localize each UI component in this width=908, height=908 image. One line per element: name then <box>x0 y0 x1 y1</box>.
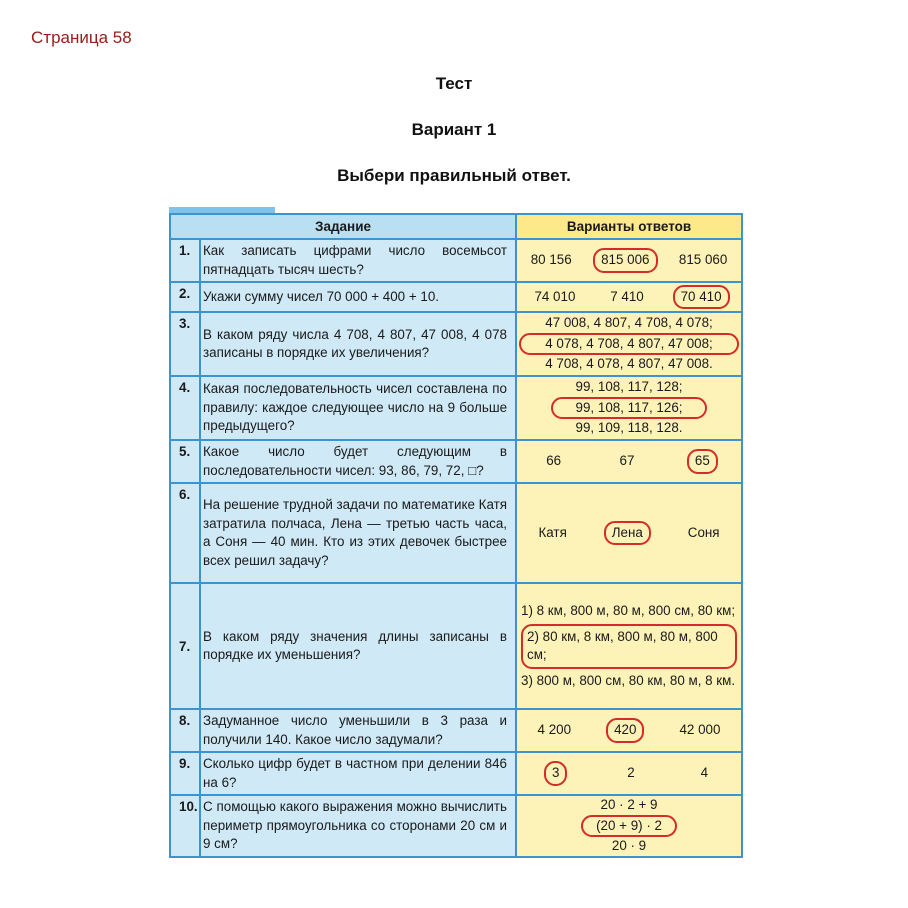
answer-option-correct: 2) 80 км, 8 км, 800 м, 80 м, 800 см; <box>521 624 737 669</box>
question-number: 8. <box>170 709 200 752</box>
answer-options <box>516 709 742 752</box>
instruction-text: Выбери правильный ответ. <box>337 166 571 185</box>
answer-option: 99, 108, 117, 128; <box>575 379 683 395</box>
question-text: На решение трудной задачи по математике Катя затратила полчаса, Лена — третью часть часа, а Соня — 40 мин. Кто из этих девочек быстрее всех решил задачу? <box>200 483 516 583</box>
table-row <box>170 795 742 857</box>
variant-heading: Вариант 1 <box>411 120 497 139</box>
answer-option-correct: (20 + 9) · 2 <box>581 815 677 838</box>
answer-option: 7 410 <box>610 288 644 304</box>
answer-option: Катя <box>538 524 567 540</box>
question-text: Укажи сумму чисел 70 000 + 400 + 10. <box>200 282 516 312</box>
answer-option: 815 060 <box>678 252 728 268</box>
answer-option-correct: 4 078, 4 708, 4 807, 47 008; <box>519 333 739 356</box>
question-number: 5. <box>170 440 200 483</box>
answer-option: 67 <box>619 453 635 469</box>
answer-option: 2 <box>627 765 635 781</box>
test-table <box>169 213 743 858</box>
answer-option: 80 156 <box>530 252 572 268</box>
question-number: 2. <box>170 282 200 312</box>
question-text: В каком ряду значения длины записаны в порядке их уменьшения? <box>200 583 516 709</box>
answer-options <box>516 239 742 282</box>
table-row <box>170 752 742 795</box>
table-row <box>170 583 742 709</box>
question-number: 7. <box>170 583 200 709</box>
answer-option: Соня <box>687 524 720 540</box>
answer-option: 4 <box>700 765 709 781</box>
answer-option: 1) 8 км, 800 м, 80 м, 800 см, 80 км; <box>521 603 736 618</box>
question-number: 1. <box>170 239 200 282</box>
answer-option-correct: Лена <box>604 521 651 546</box>
answer-option: 74 010 <box>534 288 576 304</box>
question-number: 10. <box>170 795 200 857</box>
question-text: В каком ряду числа 4 708, 4 807, 47 008, 4 078 записаны в порядке их увеличения? <box>200 312 516 376</box>
answer-options <box>516 312 742 376</box>
answer-option: 47 008, 4 807, 4 708, 4 078; <box>545 315 713 331</box>
table-row <box>170 239 742 282</box>
answer-option: 3) 800 м, 800 см, 80 км, 80 м, 8 км. <box>521 672 736 688</box>
question-text: Какое число будет следующим в последовательности чисел: 93, 86, 79, 72, □? <box>200 440 516 483</box>
test-table-image <box>169 207 741 857</box>
answer-option: 4 708, 4 078, 4 807, 47 008. <box>545 356 713 372</box>
table-row <box>170 376 742 440</box>
header-task: Задание <box>170 214 516 239</box>
question-text: Задуманное число уменьшили в 3 раза и получили 140. Какое число задумали? <box>200 709 516 752</box>
answer-options <box>516 583 742 709</box>
answer-options <box>516 752 742 795</box>
table-row <box>170 709 742 752</box>
answer-option-correct: 70 410 <box>673 285 730 310</box>
answer-option-correct: 815 006 <box>593 248 657 273</box>
question-number: 6. <box>170 483 200 583</box>
question-number: 4. <box>170 376 200 440</box>
answer-options <box>516 282 742 312</box>
answer-option: 99, 109, 118, 128. <box>575 420 683 436</box>
question-number: 3. <box>170 312 200 376</box>
answer-option: 20 · 2 + 9 <box>600 797 658 813</box>
answer-options <box>516 483 742 583</box>
question-text: Какая последовательность чисел составлена по правилу: каждое следующее число на 9 больше предыдущего? <box>200 376 516 440</box>
answer-option: 20 · 9 <box>611 838 647 854</box>
test-title: Тест <box>435 74 473 93</box>
answer-option-correct: 65 <box>687 449 718 474</box>
question-text: Сколько цифр будет в частном при делении 846 на 6? <box>200 752 516 795</box>
question-text: Как записать цифрами число восемьсот пятнадцать тысяч шесть? <box>200 239 516 282</box>
page-link[interactable]: Страница 58 <box>31 28 132 47</box>
table-row <box>170 483 742 583</box>
answer-option: 42 000 <box>679 722 721 738</box>
answer-options <box>516 440 742 483</box>
answer-option-correct: 3 <box>544 761 567 786</box>
table-row <box>170 282 742 312</box>
table-row <box>170 312 742 376</box>
answer-option-correct: 420 <box>606 718 644 743</box>
question-text: С помощью какого выражения можно вычислить периметр прямоугольника со сторонами 20 см и 9 см? <box>200 795 516 857</box>
answer-option-correct: 99, 108, 117, 126; <box>551 397 707 420</box>
answer-options <box>516 795 742 857</box>
question-number: 9. <box>170 752 200 795</box>
table-row <box>170 440 742 483</box>
answer-options <box>516 376 742 440</box>
answer-option: 66 <box>546 453 562 469</box>
header-answers: Варианты ответов <box>516 214 742 239</box>
answer-option: 4 200 <box>537 722 572 738</box>
